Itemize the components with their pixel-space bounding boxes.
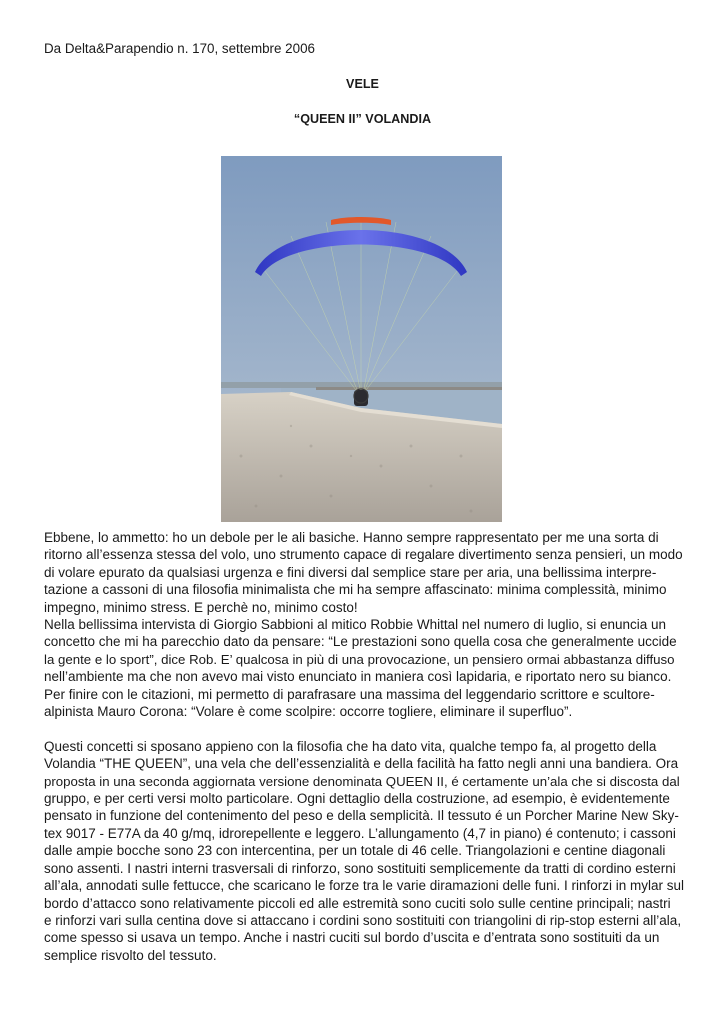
article-title: “QUEEN II” VOLANDIA [293, 112, 432, 126]
text-line: Per finire con le citazioni, mi permetto di parafrasare una massima del leggendario scrittore e scultore- [44, 686, 655, 702]
text-line: tex 9017 - E77A da 40 g/mq, idrorepellente e leggero. L’allungamento (4,7 in piano) é contenuto; i cassoni [44, 825, 676, 841]
text-line: concetto che mi ha parecchio dato da pensare: “Le prestazioni sono quella cosa che generalmente uccide [44, 634, 677, 650]
paragraph-1 [44, 529, 684, 720]
text-line: come spesso si usava un tempo. Anche i nastri cuciti sul bordo d’uscita e d’entrata sono sostituiti da un [44, 930, 660, 946]
paragraph-gap [44, 720, 684, 737]
article-body [44, 529, 684, 964]
paragraph-2 [44, 738, 684, 964]
pilot [354, 390, 368, 406]
text-line: nell’ambiente ma che non avevo mai visto enunciato in maniera così lapidaria, e riportato nero su bianco. [44, 669, 672, 685]
text-line: gruppo, e per certi versi molto particolare. Ogni dettaglio della costruzione, ad esempio, è evidentemente [44, 791, 670, 807]
paramotor-photo-icon [221, 156, 502, 522]
text-line: di volare epurato da qualsiasi urgenza e fini diversi dal semplice stare per aria, una bellissima interpre- [44, 564, 657, 580]
text-line: tazione a cassoni di una filosofia minimalista che mi ha sempre affascinato: minima complessità, minimo [44, 582, 667, 598]
text-line: ritorno all’essenza stessa del volo, uno strumento capace di regalare divertimento senza pensieri, un modo [44, 547, 683, 563]
text-line: impegno, minimo stress. E perchè no, minimo costo! [44, 599, 358, 615]
paramotor-photo [221, 156, 502, 522]
text-line: all’ala, annodati sulle fettucce, che scaricano le forze tra le varie diramazioni delle funi. I rinforzi in mylar sul [44, 878, 685, 894]
text-line: dalle ampie bocche sono 23 con intercentina, per un totale di 46 celle. Triangolazioni e centine diagonali [44, 843, 666, 859]
text-line: alpinista Mauro Corona: “Volare è come scolpire: occorre togliere, eliminare il superfluo”. [44, 704, 573, 720]
text-line: proposta in una seconda aggiornata versione denominata QUEEN II, é certamente un’ala che si discosta dal [44, 773, 680, 789]
section-heading: VELE [346, 77, 379, 91]
text-line: bordo d’attacco sono relativamente piccoli ed alle estremità sono cuciti solo sulle centine principali; nastri [44, 895, 671, 911]
text-line: Questi concetti si sposano appieno con la filosofia che ha dato vita, qualche tempo fa, al progetto della [44, 738, 657, 754]
text-line: la gente e lo sport”, dice Rob. E’ qualcosa in più di una provocazione, un pensiero ormai abbastanza diffuso [44, 651, 675, 667]
text-line: pensato in funzione del contenimento del peso e della semplicità. Il tessuto é un Porcher Marine New Sky- [44, 808, 679, 824]
text-line: Nella bellissima intervista di Giorgio Sabbioni al mitico Robbie Whittal nel numero di luglio, si enuncia un [44, 617, 667, 633]
text-line: sono assenti. I nastri interni trasversali di rinforzo, sono sostituiti semplicemente da tratti di cordino esterni [44, 860, 676, 876]
text-line: semplice risvolto del tessuto. [44, 947, 217, 963]
text-line: e rinforzi vari sulla centina dove si attaccano i cordini sono sostituiti con triangolini di rip-stop esterni all’ala, [44, 912, 682, 928]
jetty [316, 387, 502, 390]
source-line: Da Delta&Parapendio n. 170, settembre 2006 [44, 41, 315, 56]
text-line: Ebbene, lo ammetto: ho un debole per le ali basiche. Hanno sempre rappresentato per me una sorta di [44, 530, 659, 545]
text-line: Volandia “THE QUEEN”, una vela che dell’essenzialità e della facilità ha fatto negli anni una bandiera. Ora [44, 756, 679, 772]
